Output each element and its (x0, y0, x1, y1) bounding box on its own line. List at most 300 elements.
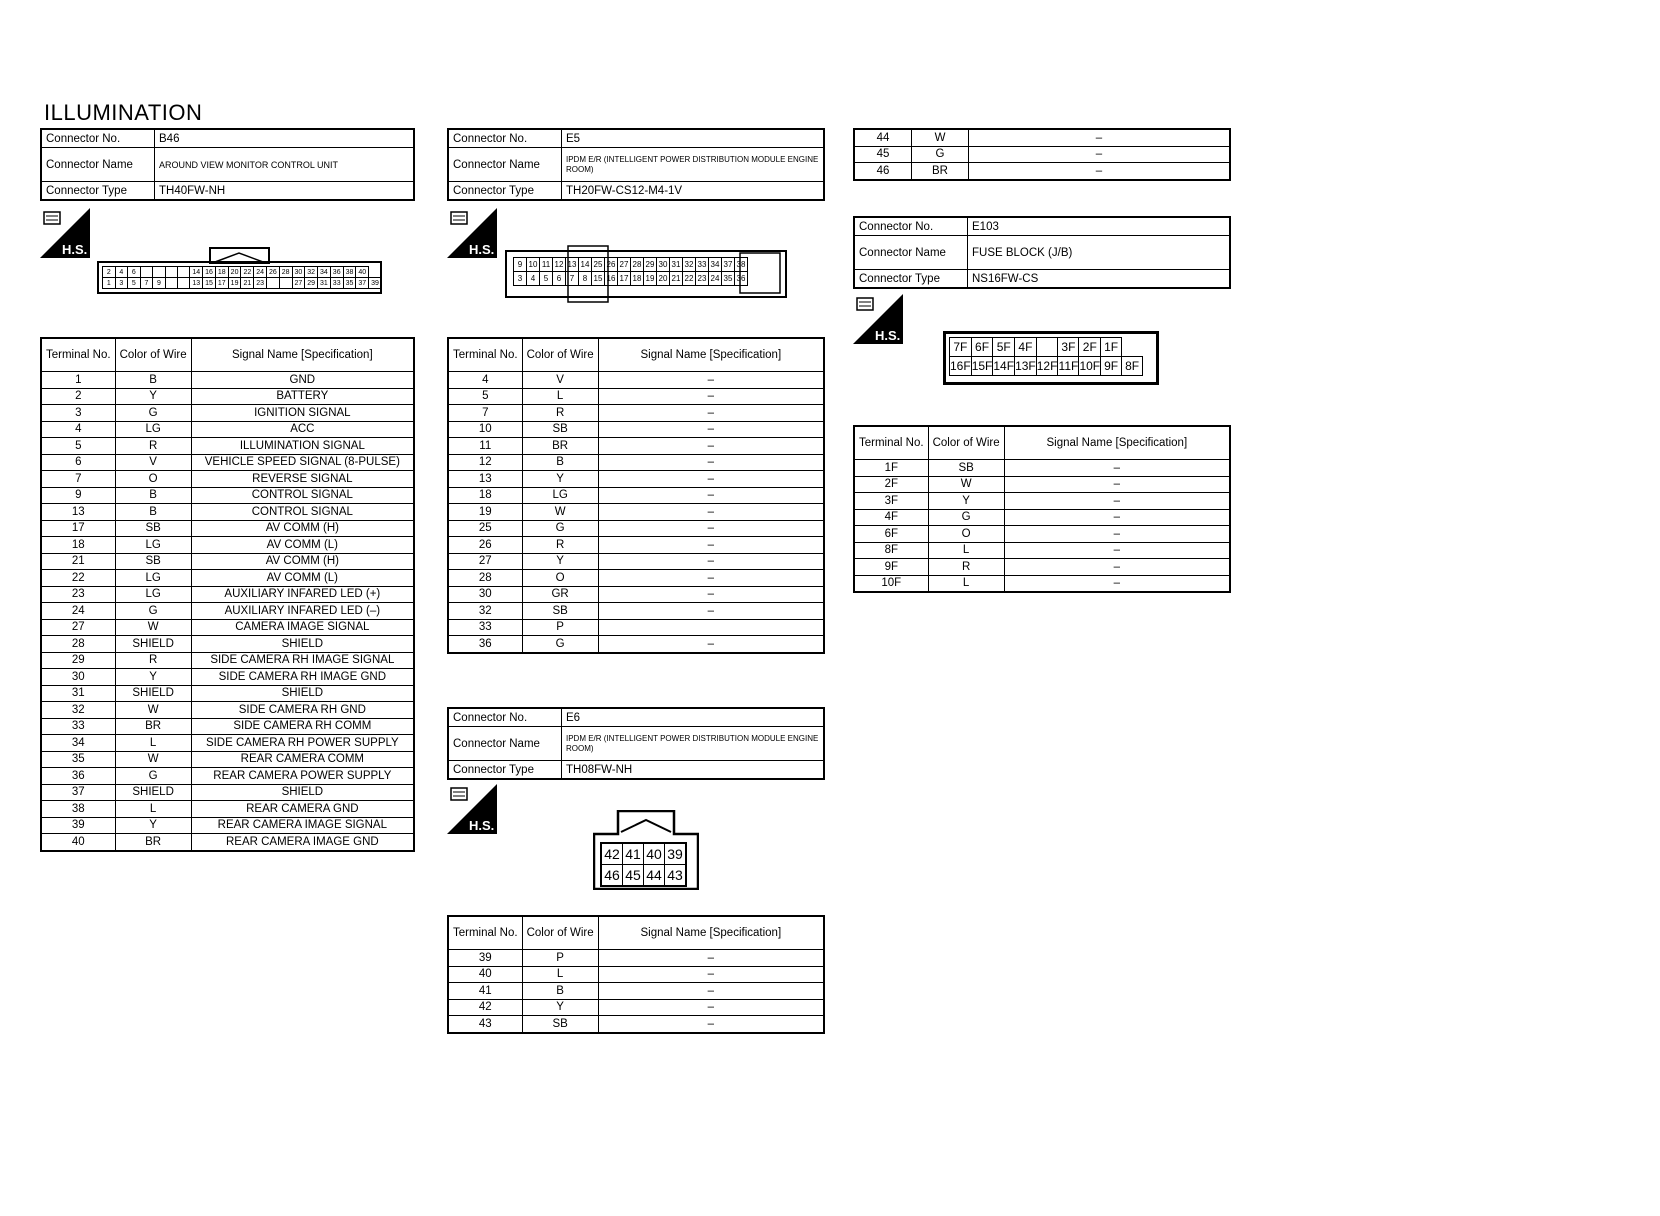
signal-name: SIDE CAMERA RH POWER SUPPLY (191, 735, 414, 752)
terminal-row (448, 454, 824, 471)
signal-name: – (969, 146, 1231, 163)
signal-name: VEHICLE SPEED SIGNAL (8-PULSE) (191, 454, 414, 471)
harness-side-icon (40, 208, 90, 258)
signal-name: – (598, 586, 824, 603)
terminal-row (854, 493, 1230, 510)
connector-pin: 15 (592, 272, 605, 286)
connector-pin: 30 (657, 258, 670, 272)
wire-color: W (115, 702, 191, 719)
signal-name: – (598, 999, 824, 1016)
connector-pin (140, 267, 153, 278)
wire-color: G (912, 146, 969, 163)
connector-pin: 14 (579, 258, 592, 272)
connector-type-label: Connector Type (41, 182, 155, 201)
signal-name: – (598, 1016, 824, 1033)
connector-pin: 46 (601, 865, 623, 887)
terminal-no: 22 (41, 570, 115, 587)
terminal-no: 36 (448, 636, 522, 653)
signal-name: CONTROL SIGNAL (191, 504, 414, 521)
wire-color: W (522, 504, 598, 521)
wire-color: R (115, 652, 191, 669)
wire-color: SHIELD (115, 784, 191, 801)
signal-name: SHIELD (191, 784, 414, 801)
terminal-row (854, 542, 1230, 559)
terminal-no: 6 (41, 454, 115, 471)
wire-color: GR (522, 586, 598, 603)
signal-name (598, 619, 824, 636)
e103-terminal-table (853, 425, 1231, 593)
e5-connector-diagram (505, 245, 787, 308)
e103-pin-grid (949, 337, 1143, 376)
wire-color: P (522, 950, 598, 967)
page-title: ILLUMINATION (44, 100, 203, 125)
wire-color: SHIELD (115, 636, 191, 653)
terminal-row (448, 405, 824, 422)
terminal-no: 2 (41, 388, 115, 405)
terminal-row (854, 476, 1230, 493)
signal-name: AV COMM (H) (191, 520, 414, 537)
terminal-no: 33 (448, 619, 522, 636)
wire-color: G (522, 520, 598, 537)
wire-color: R (522, 405, 598, 422)
connector-no-value: E6 (562, 708, 825, 727)
signal-name: AV COMM (L) (191, 570, 414, 587)
wire-color: P (522, 619, 598, 636)
terminal-row (448, 999, 824, 1016)
terminal-no: 19 (448, 504, 522, 521)
connector-pin: 16 (203, 267, 216, 278)
wire-color: W (115, 751, 191, 768)
connector-type-label: Connector Type (448, 761, 562, 780)
wire-color: LG (522, 487, 598, 504)
harness-side-icon (447, 208, 497, 258)
connector-pin: 2 (103, 267, 116, 278)
terminal-no: 27 (448, 553, 522, 570)
connector-pin: 33 (696, 258, 709, 272)
wire-color: SB (115, 520, 191, 537)
connector-pin: 14F (993, 357, 1015, 376)
signal-name: – (598, 603, 824, 620)
connector-pin: 12F (1036, 357, 1058, 376)
connector-pin: 1 (103, 278, 116, 289)
terminal-row (41, 520, 414, 537)
wire-color: BR (522, 438, 598, 455)
connector-pin: 35 (343, 278, 356, 289)
terminal-row (448, 537, 824, 554)
terminal-no: 38 (41, 801, 115, 818)
terminal-row (448, 388, 824, 405)
connector-pin: 5 (128, 278, 141, 289)
b46-terminal-table (40, 337, 415, 852)
hs-label: H.S. (469, 818, 495, 833)
wire-color: BR (912, 163, 969, 180)
wire-color: LG (115, 586, 191, 603)
signal-name: CONTROL SIGNAL (191, 487, 414, 504)
terminal-row (448, 586, 824, 603)
terminal-no: 35 (41, 751, 115, 768)
terminal-row (41, 834, 414, 851)
wire-color: W (928, 476, 1004, 493)
terminal-row (41, 487, 414, 504)
wire-color: O (115, 471, 191, 488)
wire-color: W (115, 619, 191, 636)
signal-name: REAR CAMERA POWER SUPPLY (191, 768, 414, 785)
connector-pin: 19 (644, 272, 657, 286)
wire-color: Y (928, 493, 1004, 510)
signal-name: REAR CAMERA COMM (191, 751, 414, 768)
terminal-row (41, 619, 414, 636)
connector-type-value: TH20FW-CS12-M4-1V (562, 182, 825, 201)
connector-pin: 17 (215, 278, 228, 289)
wire-color: Y (522, 553, 598, 570)
terminal-no: 4 (448, 372, 522, 389)
e6-terminal-table (447, 915, 825, 1034)
connector-no-value: B46 (155, 129, 415, 148)
harness-side-icon (447, 784, 497, 834)
connector-pin: 5F (993, 338, 1015, 357)
signal-name: – (1004, 542, 1230, 559)
connector-pin: 29 (644, 258, 657, 272)
terminal-row (41, 537, 414, 554)
wire-color: B (115, 372, 191, 389)
terminal-row (854, 559, 1230, 576)
connector-pin: 34 (709, 258, 722, 272)
connector-pin: 1F (1101, 338, 1122, 357)
connector-pin: 8F (1122, 357, 1143, 376)
connector-pin: 38 (343, 267, 356, 278)
connector-pin: 13F (1015, 357, 1037, 376)
wire-color: B (115, 487, 191, 504)
wire-color: B (522, 454, 598, 471)
terminal-no: 31 (41, 685, 115, 702)
terminal-no: 21 (41, 553, 115, 570)
terminal-row (41, 735, 414, 752)
terminal-no: 7 (448, 405, 522, 422)
terminal-row (854, 526, 1230, 543)
connector-name-label: Connector Name (854, 236, 968, 270)
wire-color: G (928, 509, 1004, 526)
terminal-no: 33 (41, 718, 115, 735)
terminal-no: 27 (41, 619, 115, 636)
signal-header: Signal Name [Specification] (598, 916, 824, 950)
wire-color: BR (115, 834, 191, 851)
terminal-row (41, 801, 414, 818)
terminal-row (41, 553, 414, 570)
signal-name: REAR CAMERA IMAGE SIGNAL (191, 817, 414, 834)
connector-pin: 7 (566, 272, 579, 286)
color-header: Color of Wire (522, 916, 598, 950)
e103-connector-diagram (943, 331, 1159, 385)
connector-pin: 16 (605, 272, 618, 286)
terminal-row (41, 372, 414, 389)
wire-color: L (928, 575, 1004, 592)
connector-type-label: Connector Type (448, 182, 562, 201)
connector-pin: 38 (735, 258, 748, 272)
signal-name: – (598, 471, 824, 488)
wire-color: G (115, 405, 191, 422)
connector-pin: 40 (644, 843, 665, 865)
connector-pin: 4 (115, 267, 128, 278)
connector-name-label: Connector Name (41, 148, 155, 182)
connector-pin: 28 (279, 267, 292, 278)
wire-color: SB (115, 553, 191, 570)
terminal-no: 5 (448, 388, 522, 405)
signal-name: – (598, 487, 824, 504)
signal-name: – (1004, 559, 1230, 576)
connector-no-value: E5 (562, 129, 825, 148)
terminal-row (448, 570, 824, 587)
terminal-no: 39 (41, 817, 115, 834)
terminal-row (854, 575, 1230, 592)
connector-pin: 35 (722, 272, 735, 286)
connector-pin: 11F (1058, 357, 1079, 376)
signal-name: – (598, 421, 824, 438)
terminal-row (854, 129, 1230, 146)
signal-name: – (598, 438, 824, 455)
signal-name: – (598, 454, 824, 471)
terminal-row (448, 504, 824, 521)
terminal-no-header: Terminal No. (448, 338, 522, 372)
connector-name-label: Connector Name (448, 727, 562, 761)
e6-continued-table (853, 128, 1231, 181)
connector-pin: 39 (369, 278, 382, 289)
signal-name: – (969, 163, 1231, 180)
connector-pin: 24 (709, 272, 722, 286)
connector-pin: 15 (203, 278, 216, 289)
wire-color: O (928, 526, 1004, 543)
signal-name: – (1004, 460, 1230, 477)
signal-name: – (598, 388, 824, 405)
terminal-no: 9 (41, 487, 115, 504)
wire-color: G (115, 603, 191, 620)
connector-pin: 25 (592, 258, 605, 272)
terminal-no: 40 (41, 834, 115, 851)
connector-pin: 45 (623, 865, 644, 887)
connector-pin: 9 (153, 278, 166, 289)
signal-name: SHIELD (191, 636, 414, 653)
signal-name: REVERSE SIGNAL (191, 471, 414, 488)
terminal-row (854, 146, 1230, 163)
terminal-no-header: Terminal No. (448, 916, 522, 950)
connector-pin: 18 (631, 272, 644, 286)
connector-name-value: FUSE BLOCK (J/B) (968, 236, 1231, 270)
signal-name: SIDE CAMERA RH IMAGE GND (191, 669, 414, 686)
signal-header: Signal Name [Specification] (191, 338, 414, 372)
connector-pin: 6 (128, 267, 141, 278)
terminal-no: 12 (448, 454, 522, 471)
connector-pin (165, 278, 177, 289)
connector-pin: 17 (618, 272, 631, 286)
terminal-no: 17 (41, 520, 115, 537)
signal-name: – (1004, 476, 1230, 493)
wire-color: LG (115, 421, 191, 438)
terminal-no: 46 (854, 163, 912, 180)
connector-pin (165, 267, 177, 278)
terminal-no: 25 (448, 520, 522, 537)
terminal-no: 4 (41, 421, 115, 438)
terminal-no: 1 (41, 372, 115, 389)
connector-pin: 31 (318, 278, 331, 289)
terminal-no: 44 (854, 129, 912, 146)
terminal-no: 37 (41, 784, 115, 801)
connector-pin: 37 (722, 258, 735, 272)
terminal-no: 41 (448, 983, 522, 1000)
connector-pin: 24 (254, 267, 267, 278)
wire-color: V (115, 454, 191, 471)
terminal-row (41, 636, 414, 653)
wire-color: L (522, 966, 598, 983)
terminal-no: 10 (448, 421, 522, 438)
connector-pin: 34 (318, 267, 331, 278)
terminal-no-header: Terminal No. (41, 338, 115, 372)
wire-color: B (115, 504, 191, 521)
terminal-no: 28 (41, 636, 115, 653)
signal-name: – (1004, 526, 1230, 543)
signal-header: Signal Name [Specification] (598, 338, 824, 372)
connector-pin: 37 (356, 278, 369, 289)
connector-pin: 26 (266, 267, 279, 278)
terminal-row (854, 163, 1230, 180)
connector-type-label: Connector Type (854, 270, 968, 289)
terminal-no: 10F (854, 575, 928, 592)
connector-pin: 2F (1079, 338, 1101, 357)
wire-color: SB (928, 460, 1004, 477)
e5-connector-info (447, 128, 825, 201)
terminal-no: 3 (41, 405, 115, 422)
connector-pin: 33 (330, 278, 343, 289)
wire-color: L (115, 801, 191, 818)
terminal-row (41, 454, 414, 471)
terminal-no: 32 (41, 702, 115, 719)
color-header: Color of Wire (522, 338, 598, 372)
connector-pin (266, 278, 279, 289)
connector-pin: 23 (696, 272, 709, 286)
e6-pin-grid (600, 842, 687, 887)
terminal-row (41, 817, 414, 834)
terminal-no: 24 (41, 603, 115, 620)
connector-pin: 19 (228, 278, 241, 289)
connector-pin: 43 (665, 865, 687, 887)
connector-pin: 9 (514, 258, 527, 272)
wire-color: W (912, 129, 969, 146)
connector-pin: 10 (527, 258, 540, 272)
terminal-row (41, 685, 414, 702)
signal-name: ILLUMINATION SIGNAL (191, 438, 414, 455)
harness-side-icon (853, 294, 903, 344)
terminal-no: 32 (448, 603, 522, 620)
hs-label: H.S. (875, 328, 901, 343)
connector-name-value: AROUND VIEW MONITOR CONTROL UNIT (155, 148, 415, 182)
signal-name: IGNITION SIGNAL (191, 405, 414, 422)
terminal-row (41, 570, 414, 587)
terminal-no: 29 (41, 652, 115, 669)
connector-pin: 9F (1101, 357, 1122, 376)
terminal-row (448, 487, 824, 504)
wire-color: SHIELD (115, 685, 191, 702)
terminal-row (448, 553, 824, 570)
connector-pin: 20 (228, 267, 241, 278)
wire-color: SB (522, 421, 598, 438)
terminal-no: 7 (41, 471, 115, 488)
terminal-row (41, 504, 414, 521)
connector-name-value: IPDM E/R (INTELLIGENT POWER DISTRIBUTION MODULE ENGINE ROOM) (566, 154, 819, 174)
connector-pin: 42 (601, 843, 623, 865)
connector-pin: 41 (623, 843, 644, 865)
hs-label: H.S. (469, 242, 495, 257)
connector-pin: 21 (241, 278, 254, 289)
connector-pin: 20 (657, 272, 670, 286)
terminal-row (448, 1016, 824, 1033)
signal-name: – (1004, 493, 1230, 510)
terminal-row (448, 520, 824, 537)
terminal-no: 23 (41, 586, 115, 603)
terminal-no: 28 (448, 570, 522, 587)
wire-color: G (115, 768, 191, 785)
terminal-row (448, 966, 824, 983)
color-header: Color of Wire (115, 338, 191, 372)
wire-color: O (522, 570, 598, 587)
terminal-row (41, 421, 414, 438)
connector-pin: 7 (140, 278, 153, 289)
terminal-no: 3F (854, 493, 928, 510)
wire-color: G (522, 636, 598, 653)
terminal-row (448, 983, 824, 1000)
wire-color: L (522, 388, 598, 405)
connector-pin: 12 (553, 258, 566, 272)
connector-name-label: Connector Name (448, 148, 562, 182)
signal-name: SIDE CAMERA RH COMM (191, 718, 414, 735)
terminal-no: 36 (41, 768, 115, 785)
terminal-no: 30 (448, 586, 522, 603)
wire-color: SB (522, 603, 598, 620)
signal-name: – (1004, 575, 1230, 592)
signal-name: SHIELD (191, 685, 414, 702)
terminal-row (41, 471, 414, 488)
terminal-no: 13 (41, 504, 115, 521)
b46-pin-grid (102, 266, 382, 289)
connector-pin: 23 (254, 278, 267, 289)
wire-color: Y (115, 669, 191, 686)
signal-name: – (598, 636, 824, 653)
signal-name: – (598, 966, 824, 983)
color-header: Color of Wire (928, 426, 1004, 460)
wire-color: L (115, 735, 191, 752)
terminal-row (448, 438, 824, 455)
connector-pin: 8 (579, 272, 592, 286)
signal-name: ACC (191, 421, 414, 438)
connector-pin: 10F (1079, 357, 1101, 376)
terminal-row (448, 619, 824, 636)
e103-connector-info (853, 216, 1231, 289)
terminal-no: 2F (854, 476, 928, 493)
terminal-row (41, 768, 414, 785)
signal-name: BATTERY (191, 388, 414, 405)
terminal-row (854, 509, 1230, 526)
wire-color: R (522, 537, 598, 554)
terminal-row (448, 603, 824, 620)
connector-pin: 32 (683, 258, 696, 272)
terminal-row (41, 702, 414, 719)
wire-color: Y (522, 999, 598, 1016)
connector-pin: 22 (683, 272, 696, 286)
wire-color: B (522, 983, 598, 1000)
terminal-no: 8F (854, 542, 928, 559)
signal-name: GND (191, 372, 414, 389)
signal-name: – (598, 950, 824, 967)
terminal-no: 40 (448, 966, 522, 983)
signal-name: – (598, 983, 824, 1000)
signal-name: REAR CAMERA IMAGE GND (191, 834, 414, 851)
